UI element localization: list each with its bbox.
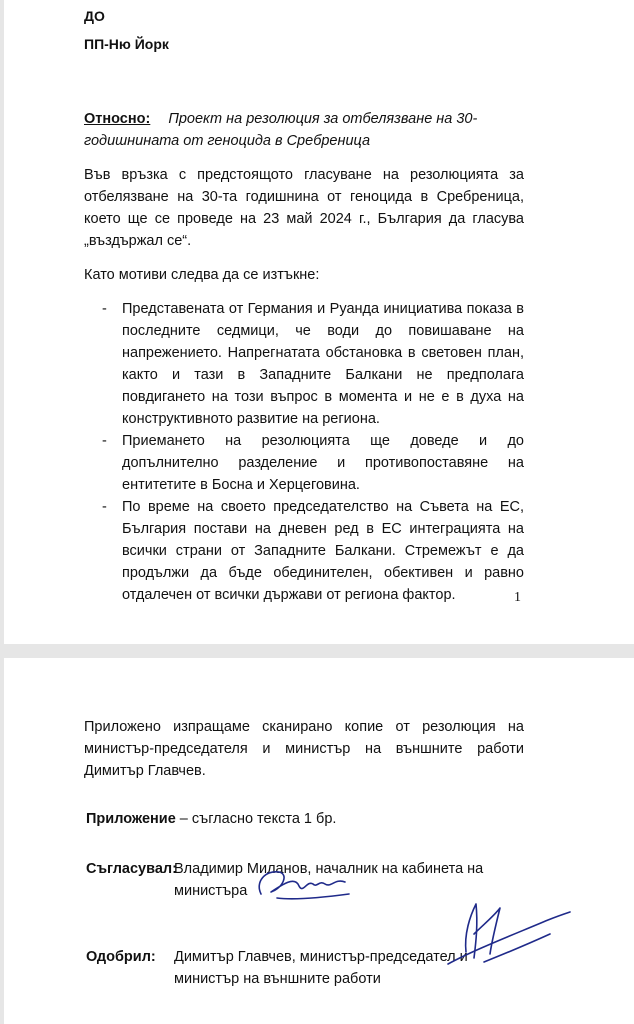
- motives-list: [84, 298, 524, 606]
- approved-role: министър на външните работи: [174, 971, 381, 987]
- agreed-name-line: Владимир Миланов, началник на кабинета на: [174, 861, 484, 877]
- handwritten-signature-glavchev: [444, 894, 574, 974]
- bullet-text: Приемането на резолюцията ще доведе и до допълнително разделение и противопоставяне на ентитетите в Босна и Херцеговина.: [122, 433, 524, 493]
- addressee: ПП-Ню Йорк: [84, 36, 169, 52]
- approved-name-line: Димитър Главчев, министър-председател и: [174, 949, 468, 965]
- bullet-dash: -: [102, 433, 107, 449]
- bullet-text: По време на своето председателство на Съвета на ЕС, България постави на дневен ред в ЕС интеграцията на всички страни от Западните Балкани. Стремежът е да продължи да бъде обединителен, обективен и равно отдалечен от всички държави от региона фактор.: [122, 499, 524, 603]
- attachment-note: Приложено изпращаме сканирано копие от резолюция на министър-председателя и министър на външните работи Димитър Главчев.: [84, 719, 524, 779]
- document-page-2: [4, 658, 634, 1024]
- approved-label: Одобрил:: [86, 949, 156, 965]
- bullet-dash: -: [102, 301, 107, 317]
- subject-label: Относно:: [84, 111, 151, 127]
- list-item: [84, 496, 524, 606]
- document-page-1: [4, 0, 634, 644]
- bullet-text: Представената от Германия и Руанда инициатива показа в последните седмици, че води до повишаване на напрежението. Напрегнатата обстановка в световен план, както и тази в Западните Балкани не предполага повдигането на този въпрос в момента и не е в духа на конструктивното развитие на региона.: [122, 301, 524, 427]
- attachment-label: Приложение: [86, 811, 176, 827]
- attachment-value: – съгласно текста 1 бр.: [175, 811, 337, 827]
- subject-line: [84, 108, 524, 152]
- motives-intro: Като мотиви следва да се изтъкне:: [84, 267, 320, 283]
- bullet-dash: -: [102, 499, 107, 515]
- agreed-label: Съгласувал:: [86, 861, 177, 877]
- agreed-role: министъра: [174, 883, 248, 899]
- subject-text: Проект на резолюция за отбелязване на 30-годишнината от геноцида в Сребреница: [84, 111, 478, 149]
- list-item: [84, 430, 524, 496]
- addressee-prefix: ДО: [84, 8, 105, 24]
- handwritten-signature-milanov: [249, 858, 359, 908]
- page-number: 1: [514, 590, 521, 605]
- intro-paragraph: Във връзка с предстоящото гласуване на резолюцията за отбелязване на 30-та годишнина от геноцида в Сребреница, което ще се проведе на 23 май 2024 г., България да гласува „въздържал се“.: [84, 167, 524, 249]
- list-item: [84, 298, 524, 430]
- attachment-line: [86, 808, 336, 830]
